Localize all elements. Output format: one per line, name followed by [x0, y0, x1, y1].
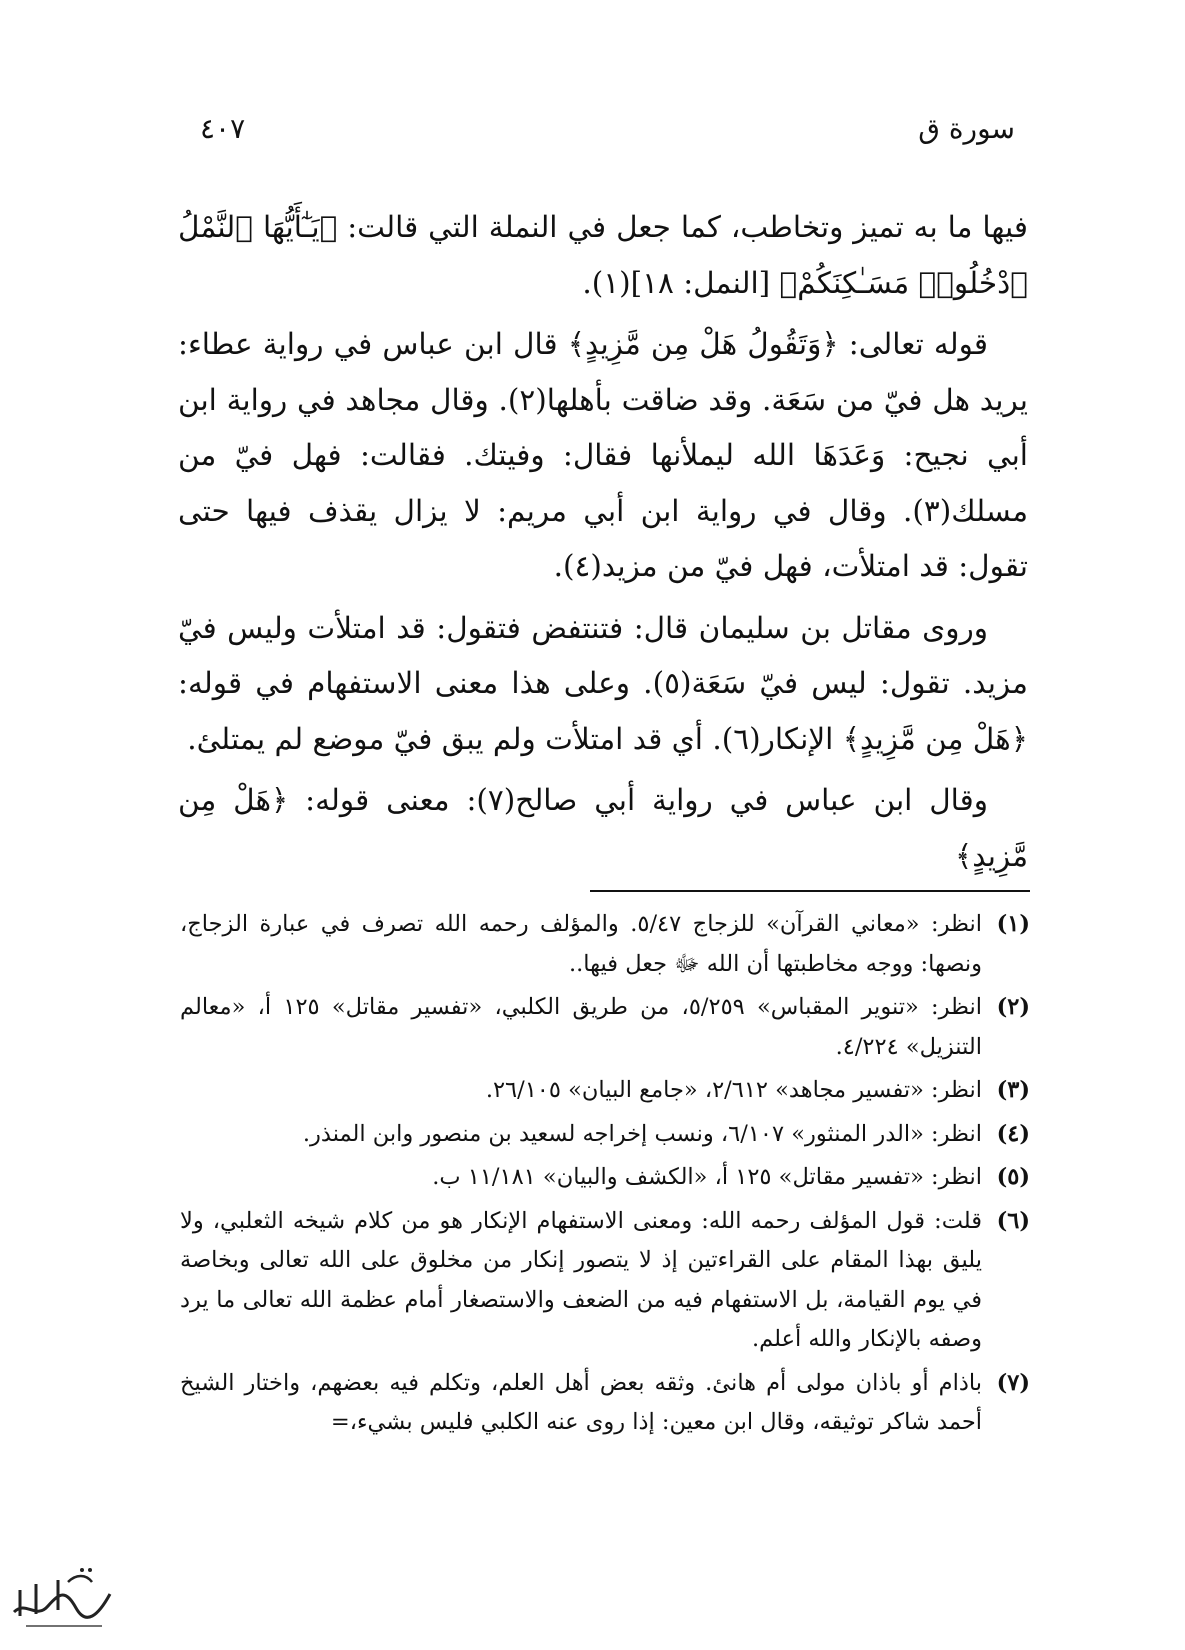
paragraph: وقال ابن عباس في رواية أبي صالح(٧): معنى قوله: ﴿هَلْ مِن مَّزِيدٍ﴾	[178, 783, 1028, 873]
paragraph: فيها ما به تميز وتخاطب، كما جعل في النملة التي قالت: ﴿يَـٰٓأَيُّهَا ٱلنَّمْلُ ٱدْخُلُوا۟ مَسَـٰكِنَكُمْ﴾ [النمل: ١٨](١).	[178, 210, 1028, 300]
footnote	[180, 1158, 1030, 1198]
footnote	[180, 1115, 1030, 1155]
footnote-text: باذام أو باذان مولى أم هانئ. وثقه بعض أهل العلم، وتكلم فيه بعضهم، واختار الشيخ أحمد شاكر توثيقه، وقال ابن معين: إذا روى عنه الكلبي فليس بشيء،=	[180, 1369, 982, 1435]
footnote-text: انظر: «تفسير مجاهد» ٢/٦١٢، «جامع البيان» ٢٦/١٠٥.	[485, 1077, 982, 1103]
footnote-text: انظر: «تفسير مقاتل» ١٢٥ أ، «الكشف والبيان» ١١/١٨١ ب.	[432, 1164, 982, 1190]
page-header	[200, 112, 1015, 162]
footnote-text: انظر: «تنوير المقباس» ٥/٢٥٩، من طريق الكلبي، «تفسير مقاتل» ١٢٥ أ، «معالم التنزيل» ٤/٢٢٤.	[180, 994, 982, 1060]
page-number: ٤٠٧	[200, 112, 246, 145]
footnote-number: (١)	[996, 911, 1030, 937]
footnote-number: (٢)	[996, 994, 1030, 1020]
publisher-logo-icon	[6, 1560, 118, 1640]
footnotes	[180, 905, 1030, 1447]
footnote-text: قلت: قول المؤلف رحمه الله: ومعنى الاستفهام الإنكار هو من كلام شيخه الثعلبي، ولا يليق بهذا المقام على القراءتين إذ لا يتصور إنكار من مخلوق على الله تعالى وبخاصة في يوم القيامة، بل الاستفهام فيه من الضعف والاستصغار أمام عظمة الله تعالى ما يرد وصفه بالإنكار والله أعلم.	[180, 1207, 982, 1352]
paragraph: قوله تعالى: ﴿وَتَقُولُ هَلْ مِن مَّزِيدٍ﴾ قال ابن عباس في رواية عطاء: يريد هل فيّ من سَعَة. وقد ضاقت بأهلها(٢). وقال مجاهد في رواية ابن أبي نجيح: وَعَدَهَا الله ليملأنها فقال: وفيتك. فقالت: فهل فيّ من مسلك(٣). وقال في رواية ابن أبي مريم: لا يزال يقذف فيها حتى تقول: قد امتلأت، فهل فيّ من مزيد(٤).	[178, 327, 1028, 583]
footnote-number: (٥)	[996, 1164, 1030, 1190]
surah-title: سورة ق	[918, 112, 1015, 145]
footnote-separator	[590, 890, 1030, 892]
footnote	[180, 1071, 1030, 1111]
footnote-number: (٦)	[996, 1207, 1030, 1234]
main-text	[178, 200, 1028, 890]
footnote-number: (٣)	[996, 1077, 1030, 1103]
footnote	[180, 1364, 1030, 1443]
footnote	[180, 988, 1030, 1067]
paragraph: وروى مقاتل بن سليمان قال: فتنتفض فتقول: قد امتلأت وليس فيّ مزيد. تقول: ليس فيّ سَعَة(٥). وعلى هذا معنى الاستفهام في قوله: ﴿هَلْ مِن مَّزِيدٍ﴾ الإنكار(٦). أي قد امتلأت ولم يبق فيّ موضع لم يمتلئ.	[178, 610, 1028, 756]
footnote	[180, 1202, 1030, 1360]
footnote-text: انظر: «الدر المنثور» ٦/١٠٧، ونسب إخراجه لسعيد بن منصور وابن المنذر.	[302, 1120, 982, 1147]
footnote-number: (٤)	[996, 1120, 1030, 1147]
footnote-text: انظر: «معاني القرآن» للزجاج ٥/٤٧. والمؤلف رحمه الله تصرف في عبارة الزجاج، ونصها: ووجه مخاطبتها أن الله ﷻ جعل فيها..	[180, 911, 982, 977]
footnote	[180, 905, 1030, 984]
footnote-number: (٧)	[996, 1369, 1030, 1396]
